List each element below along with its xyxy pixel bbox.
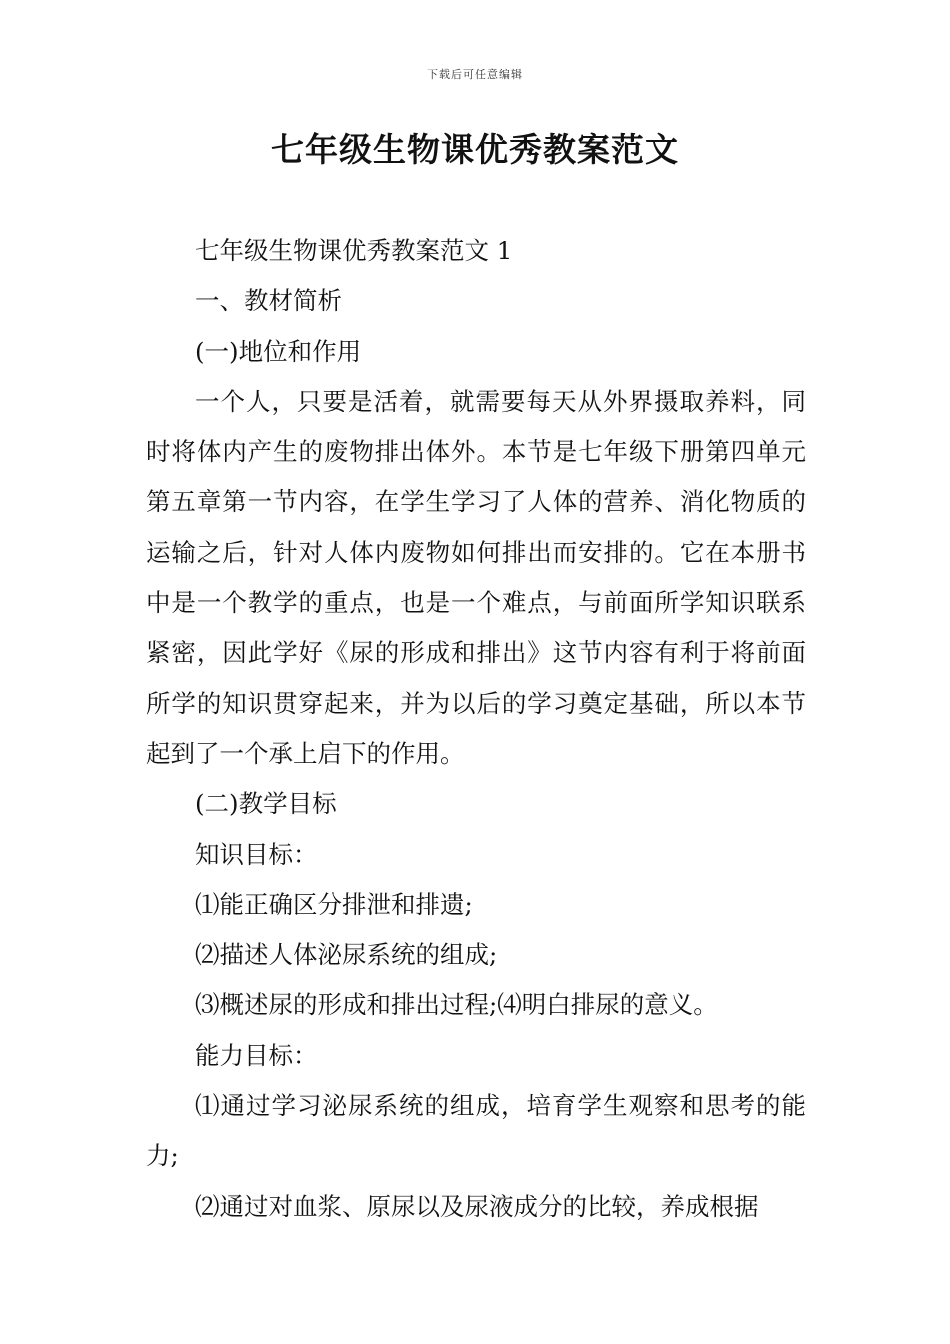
subheading-position-role: (一)地位和作用 xyxy=(195,336,362,366)
heading-textbook-analysis: 一、教材简析 xyxy=(195,286,342,316)
page-header-note: 下载后可任意编辑 xyxy=(427,68,523,81)
label-knowledge-goals: 知识目标： xyxy=(195,839,318,869)
label-ability-goals: 能力目标： xyxy=(195,1040,318,1070)
paragraph-introduction: 一个人，只要是活着，就需要每天从外界摄取养料，同时将体内产生的废物排出体外。本节是七年级下册第四单元第五章第一节内容，在学生学习了人体的营养、消化物质的运输之后，针对人体内废物如何排出而安排的。它在本册书中是一个教学的重点，也是一个难点，与前面所学知识联系紧密，因此学好《尿的形成和排出》这节内容有利于将前面所学的知识贯穿起来，并为以后的学习奠定基础，所以本节起到了一个承上启下的作用。 xyxy=(146,386,806,768)
section-title: 七年级生物课优秀教案范文 1 xyxy=(195,236,513,265)
document-title: 七年级生物课优秀教案范文 xyxy=(271,130,679,169)
list-item: ⑵通过对血浆、原尿以及尿液成分的比较，养成根据 xyxy=(195,1191,759,1221)
list-item: ⑴能正确区分排泄和排遗; xyxy=(195,889,473,919)
subheading-teaching-goals: (二)教学目标 xyxy=(195,789,337,819)
document-body xyxy=(146,226,806,1232)
list-item: ⑵描述人体泌尿系统的组成; xyxy=(195,940,498,970)
list-item: ⑴通过学习泌尿系统的组成，培育学生观察和思考的能力; xyxy=(146,1091,806,1171)
list-item: ⑶概述尿的形成和排出过程;⑷明白排尿的意义。 xyxy=(195,990,718,1020)
